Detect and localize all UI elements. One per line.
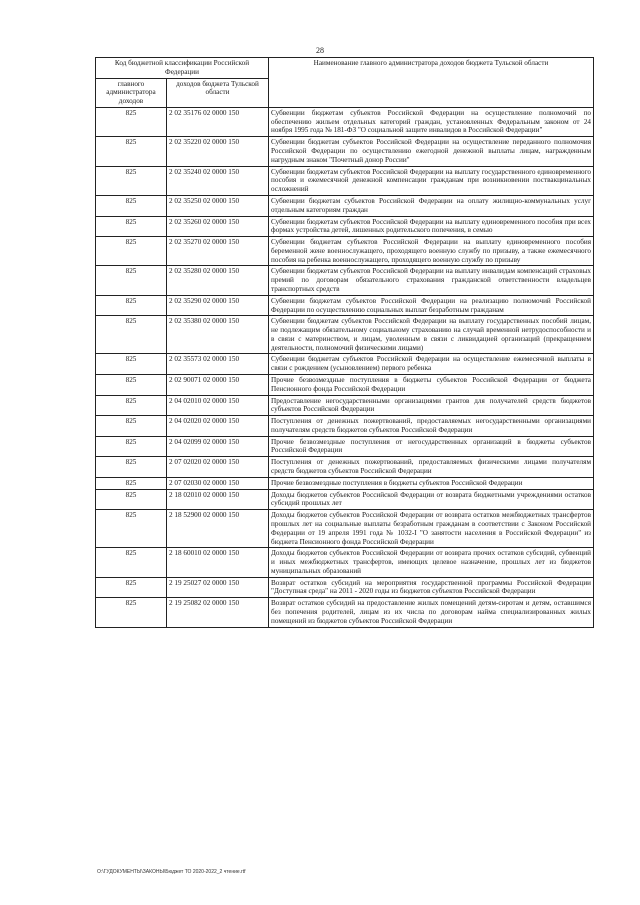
- admin-code-cell: 825: [96, 295, 167, 316]
- income-name-cell: Доходы бюджетов субъектов Российской Федерации от возврата бюджетными учреждениями остатков субсидий прошлых лет: [269, 489, 594, 510]
- table-row: [96, 195, 594, 216]
- income-code-cell: 2 02 35250 02 0000 150: [167, 195, 269, 216]
- admin-code-cell: 825: [96, 195, 167, 216]
- income-code-cell: 2 02 35290 02 0000 150: [167, 295, 269, 316]
- header-main-administrator: главного администратора доходов: [96, 78, 167, 107]
- income-name-cell: Субвенции бюджетам субъектов Российской Федерации на выплату государственного единовременного пособия и ежемесячной денежной компенсации гражданам при возникновении поствакцинальных осложнений: [269, 166, 594, 195]
- table-row: [96, 416, 594, 437]
- income-name-cell: Субвенции бюджетам субъектов Российской Федерации на выплату единовременного пособия при всех формах устройства детей, лишенных родительского попечения, в семью: [269, 216, 594, 237]
- admin-code-cell: 825: [96, 577, 167, 598]
- table-row: [96, 375, 594, 396]
- income-code-cell: 2 07 02030 02 0000 150: [167, 477, 269, 489]
- income-code-cell: 2 18 60010 02 0000 150: [167, 548, 269, 577]
- income-code-cell: 2 02 35573 02 0000 150: [167, 354, 269, 375]
- admin-code-cell: 825: [96, 137, 167, 166]
- income-name-cell: Поступления от денежных пожертвований, предоставляемых негосударственными организациями получателям средств бюджетов субъектов Российской Федерации: [269, 416, 594, 437]
- table-row: [96, 354, 594, 375]
- table-body: [96, 107, 594, 627]
- income-name-cell: Прочие безвозмездные поступления в бюджеты субъектов Российской Федерации: [269, 477, 594, 489]
- admin-code-cell: 825: [96, 316, 167, 354]
- admin-code-cell: 825: [96, 457, 167, 478]
- income-administrators-table: [95, 57, 594, 628]
- income-name-cell: Возврат остатков субсидий на предоставление жилых помещений детям-сиротам и детям, оставшимся без попечения родителей, лицам из их числа по договорам найма специализированных жилых помещений из бюджетов субъектов Российской Федерации: [269, 598, 594, 627]
- income-name-cell: Поступления от денежных пожертвований, предоставляемых физическими лицами получателям средств бюджетов субъектов Российской Федерации: [269, 457, 594, 478]
- table-row: [96, 316, 594, 354]
- income-code-cell: 2 04 02099 02 0000 150: [167, 436, 269, 457]
- income-name-cell: Субвенции бюджетам субъектов Российской Федерации на осуществление переданного полномочия Российской Федерации по осуществлению ежегодной денежной выплаты лицам, награжденным нагрудным знаком "Почетный донор России": [269, 137, 594, 166]
- income-name-cell: Субвенции бюджетам субъектов Российской Федерации на выплату государственных пособий лицам, не подлежащим обязательному социальному страхованию на случай временной нетрудоспособности и в связи с материнством, и лицам, уволенным в связи с ликвидацией организаций (прекращением деятельности, полномочий физическими лицами): [269, 316, 594, 354]
- income-code-cell: 2 19 25082 02 0000 150: [167, 598, 269, 627]
- table-row: [96, 510, 594, 548]
- income-code-cell: 2 19 25027 02 0000 150: [167, 577, 269, 598]
- table-row: [96, 266, 594, 295]
- table-row: [96, 237, 594, 266]
- table-row: [96, 598, 594, 627]
- admin-code-cell: 825: [96, 489, 167, 510]
- income-name-cell: Предоставление негосударственными организациями грантов для получателей средств бюджетов субъектов Российской Федерации: [269, 395, 594, 416]
- admin-code-cell: 825: [96, 166, 167, 195]
- table-row: [96, 166, 594, 195]
- table-row: [96, 436, 594, 457]
- income-name-cell: Доходы бюджетов субъектов Российской Федерации от возврата остатков межбюджетных трансфертов прошлых лет на социальные выплаты безработным гражданам в соответствии с Законом Российской Федерации от 19 апреля 1991 года № 1032-I "О занятости населения в Российской Федерации" из бюджета Пенсионного фонда Российской Федерации: [269, 510, 594, 548]
- admin-code-cell: 825: [96, 598, 167, 627]
- admin-code-cell: 825: [96, 354, 167, 375]
- admin-code-cell: 825: [96, 436, 167, 457]
- header-budget-income: доходов бюджета Тульской области: [167, 78, 269, 107]
- admin-code-cell: 825: [96, 510, 167, 548]
- income-name-cell: Субвенции бюджетам субъектов Российской Федерации на оплату жилищно-коммунальных услуг отдельным категориям граждан: [269, 195, 594, 216]
- income-code-cell: 2 02 35176 02 0000 150: [167, 107, 269, 136]
- income-name-cell: Субвенции бюджетам субъектов Российской Федерации на реализацию полномочий Российской Федерации по осуществлению социальных выплат безработным гражданам: [269, 295, 594, 316]
- table-row: [96, 216, 594, 237]
- income-name-cell: Субвенции бюджетам субъектов Российской Федерации на выплату единовременного пособия беременной жене военнослужащего, проходящего военную службу по призыву, а также ежемесячного пособия на ребенка военнослужащего, проходящего военную службу по призыву: [269, 237, 594, 266]
- table-row: [96, 295, 594, 316]
- income-code-cell: 2 02 35220 02 0000 150: [167, 137, 269, 166]
- admin-code-cell: 825: [96, 237, 167, 266]
- income-name-cell: Возврат остатков субсидий на мероприятия государственной программы Российской Федерации "Доступная среда" на 2011 - 2020 годы из бюджетов субъектов Российской Федерации: [269, 577, 594, 598]
- table-row: [96, 577, 594, 598]
- table-row: [96, 477, 594, 489]
- table-row: [96, 107, 594, 136]
- admin-code-cell: 825: [96, 216, 167, 237]
- admin-code-cell: 825: [96, 375, 167, 396]
- income-code-cell: 2 18 02010 02 0000 150: [167, 489, 269, 510]
- table-row: [96, 457, 594, 478]
- income-code-cell: 2 04 02020 02 0000 150: [167, 416, 269, 437]
- table-row: [96, 137, 594, 166]
- income-code-cell: 2 02 35260 02 0000 150: [167, 216, 269, 237]
- footer-file-path: О:\ГУДОКУМЕНТЫ\ЗАКОНЫ\Бюджет ТО 2020-2022_2 чтение.rtf: [97, 869, 246, 875]
- income-code-cell: 2 02 35280 02 0000 150: [167, 266, 269, 295]
- table-row: [96, 489, 594, 510]
- table-header: [96, 58, 594, 108]
- income-name-cell: Субвенции бюджетам субъектов Российской Федерации на выплату инвалидам компенсаций страховых премий по договорам обязательного страхования гражданской ответственности владельцев транспортных средств: [269, 266, 594, 295]
- income-name-cell: Доходы бюджетов субъектов Российской Федерации от возврата прочих остатков субсидий, субвенций и иных межбюджетных трансфертов, имеющих целевое назначение, прошлых лет из бюджетов муниципальных образований: [269, 548, 594, 577]
- income-code-cell: 2 07 02020 02 0000 150: [167, 457, 269, 478]
- admin-code-cell: 825: [96, 477, 167, 489]
- header-budget-code-group: Код бюджетной классификации Российской Федерации: [96, 58, 269, 79]
- income-code-cell: 2 02 35240 02 0000 150: [167, 166, 269, 195]
- income-code-cell: 2 02 35380 02 0000 150: [167, 316, 269, 354]
- admin-code-cell: 825: [96, 266, 167, 295]
- income-name-cell: Субвенции бюджетам субъектов Российской Федерации на осуществление ежемесячной выплаты в связи с рождением (усыновлением) первого ребенка: [269, 354, 594, 375]
- income-name-cell: Прочие безвозмездные поступления в бюджеты субъектов Российской Федерации от бюджета Пенсионного фонда Российской Федерации: [269, 375, 594, 396]
- income-code-cell: 2 02 35270 02 0000 150: [167, 237, 269, 266]
- admin-code-cell: 825: [96, 395, 167, 416]
- admin-code-cell: 825: [96, 107, 167, 136]
- table-row: [96, 548, 594, 577]
- income-code-cell: 2 04 02010 02 0000 150: [167, 395, 269, 416]
- header-administrator-name: Наименование главного администратора доходов бюджета Тульской области: [269, 58, 594, 108]
- income-name-cell: Прочие безвозмездные поступления от негосударственных организаций в бюджеты субъектов Российской Федерации: [269, 436, 594, 457]
- page-number: 28: [316, 46, 324, 55]
- admin-code-cell: 825: [96, 416, 167, 437]
- income-code-cell: 2 02 90071 02 0000 150: [167, 375, 269, 396]
- admin-code-cell: 825: [96, 548, 167, 577]
- income-name-cell: Субвенции бюджетам субъектов Российской Федерации на осуществление полномочий по обеспечению жильем отдельных категорий граждан, установленных Федеральным законом от 24 ноября 1995 года № 181-ФЗ "О социальной защите инвалидов в Российской Федерации": [269, 107, 594, 136]
- income-code-cell: 2 18 52900 02 0000 150: [167, 510, 269, 548]
- table-row: [96, 395, 594, 416]
